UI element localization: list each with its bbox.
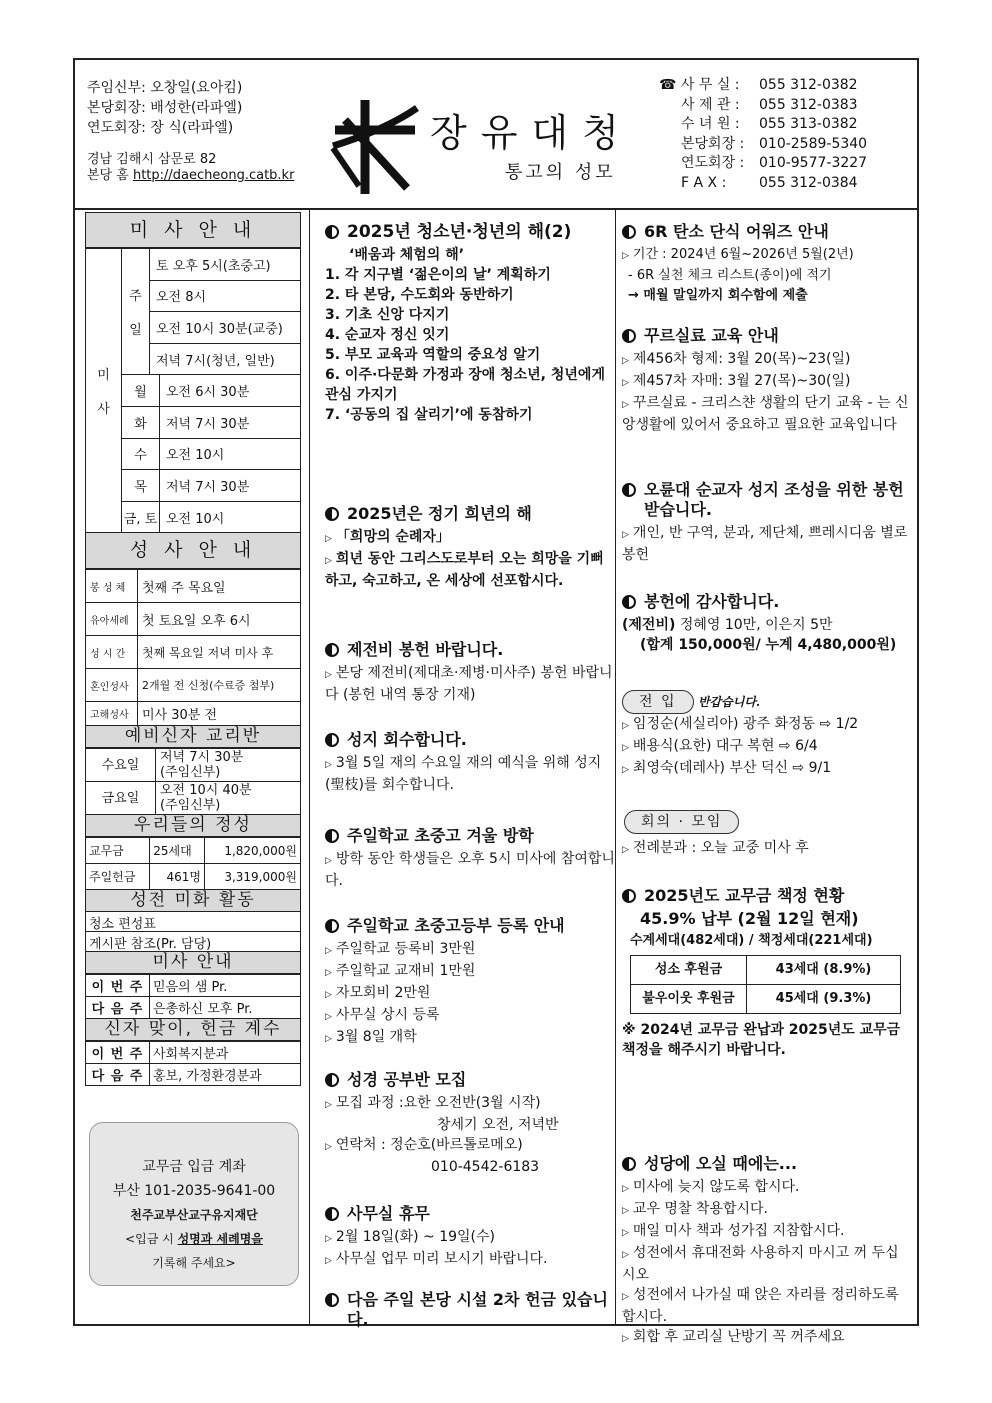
support-value: 45세대 (9.3%) [747, 985, 901, 1014]
header-divider [75, 208, 917, 210]
transfer-in-notice [622, 690, 912, 780]
support-label: 불우이웃 후원금 [631, 985, 747, 1014]
tithe-note: ※ 2024년 교무금 완납과 2025년도 교무금 책정을 해주시기 바랍니다. [622, 1022, 901, 1058]
half-circle-icon [325, 1207, 339, 1221]
sunday-time: 토 오후 5시(초중고) [150, 249, 301, 281]
notice-column-right [622, 222, 912, 1345]
sacrament-heading: 성 사 안 내 [85, 533, 301, 569]
address-block [87, 152, 294, 184]
weekday-time: 저녁 7시 30분 [159, 470, 300, 502]
home-label: 본당 홈 [87, 168, 129, 183]
triangle-icon: ▷ [325, 556, 332, 566]
office-closure-notice: 사무실 휴무 ▷ 2월 18일(화) ~ 19일(수) ▷ 사무실 업무 미리 보시기 바랍니다. [325, 1204, 548, 1267]
weekday-label: 월 [122, 375, 160, 407]
triangle-icon: ▷ [325, 760, 332, 770]
support-value: 43세대 (8.9%) [747, 956, 901, 985]
youth-item: 4. 순교자 정신 잇기 [325, 327, 450, 343]
address: 경남 김해시 삼문로 82 [87, 152, 217, 167]
decor-item: 청소 편성표 [85, 912, 301, 932]
column-divider [615, 210, 616, 1324]
mass-duty-heading: 미사 안내 [85, 952, 301, 974]
etiquette-item: ▷ 매일 미사 책과 성가집 지참합시다. [622, 1223, 845, 1239]
greeting-heading: 신자 맞이, 헌금 계수 [85, 1019, 301, 1041]
bank-title: 교무금 입금 계좌 [142, 1159, 246, 1175]
sunday-label: 주 일 [122, 249, 150, 375]
sacrament-value: 2개월 전 신청(수료증 첨부) [138, 669, 301, 702]
duty-group: 은총하신 모후 Pr. [150, 997, 301, 1019]
duty-group: 사회복지분과 [150, 1042, 301, 1064]
youth-item: 3. 기초 신앙 다지기 [325, 307, 450, 323]
registration-item: ▷ 주일학교 등록비 3만원 [325, 941, 476, 957]
offering-count: 25세대 [150, 838, 205, 864]
half-circle-icon [325, 829, 339, 843]
carbon-fast-notice: 6R 탄소 단식 어워즈 안내 ▷ 기간 : 2024년 6월~2026년 5월(2년) - 6R 실천 체크 리스트(종이)에 적기 → 매월 말일까지 회수함에 제출 [622, 222, 854, 303]
contact-row: 본당회장 : 010-2589-5340 [681, 135, 868, 152]
sacrament-label: 혼인성사 [86, 669, 138, 702]
home-link[interactable]: http://daecheong.catb.kr [132, 168, 295, 183]
duty-group: 믿음의 샘 Pr. [150, 975, 301, 997]
mass-duty-table [85, 974, 301, 1019]
contact-row: 사 제 관 : 055 312-0383 [681, 96, 858, 113]
mass-schedule-heading: 미 사 안 내 [85, 212, 301, 248]
catechumen-heading: 예비신자 교리반 [85, 726, 301, 748]
registration-item: ▷ 자모회비 2만원 [325, 985, 431, 1001]
sacrament-label: 고해성사 [86, 702, 138, 726]
sacrament-label: 유아세례 [86, 603, 138, 636]
half-circle-icon [325, 643, 339, 657]
weekday-label: 수 [122, 438, 160, 470]
etiquette-item: ▷ 성전에서 나가실 때 앉은 자리를 정리하도록 합시다. [622, 1287, 899, 1325]
jubilee-notice: 2025년은 정기 희년의 해 ▷ 「희망의 순례자」 ▷ 희년 동안 그리스도로부터 오는 희망을 기뻐하고, 숙고하고, 온 세상에 선포합시다. [325, 504, 615, 591]
duty-week: 이 번 주 [86, 1042, 150, 1064]
second-collection-notice: 다음 주일 본당 시설 2차 헌금 있습니다. [325, 1290, 615, 1333]
meeting-pill: 회의 · 모임 [624, 810, 739, 834]
meeting-notice: 회의 · 모임 ▷ 전례분과 : 오늘 교중 미사 후 [622, 810, 912, 860]
transfer-item: ▷ 배용식(요한) 대구 복현 ⇨ 6/4 [622, 738, 818, 754]
youth-item: 7. ‘공동의 집 살리기’에 동참하기 [325, 407, 533, 423]
bible-study-notice: 성경 공부반 모집 ▷ 모집 과정 :요한 오전반(3월 시작) 창세기 오전, 저녁반 ▷ 연락처 : 정순호(바르톨로메오) 010-4542-6183 [325, 1070, 559, 1175]
half-circle-icon [325, 1073, 339, 1087]
half-circle-icon [622, 889, 636, 903]
church-etiquette-notice: 성당에 오실 때에는... ▷ 미사에 늦지 않도록 합시다. ▷ 교우 명찰 착용합시다. ▷ 매일 미사 책과 성가집 지참합시다. ▷ 성전에서 휴대전화 사용하지 마시고 꺼 두십시오 ▷ 성전에서 나가실 때 앉은 자리를 정리하도록 합시다. ▷ 회합 후 교리실 난방기 꼭 꺼주세요 [622, 1154, 912, 1349]
offering-heading: 우리들의 정성 [85, 815, 301, 837]
offering-amount: 1,820,000원 [205, 838, 301, 864]
registration-notice: 주일학교 초중고등부 등록 안내 ▷ 주일학교 등록비 3만원 ▷ 주일학교 교재비 1만원 ▷ 자모회비 2만원 ▷ 사무실 상시 등록 ▷ 3월 8일 개학 [325, 916, 615, 1049]
notice-column-middle [325, 222, 615, 1329]
weekday-time: 오전 6시 30분 [159, 375, 300, 407]
half-circle-icon [622, 329, 636, 343]
youth-item: 2. 타 본당, 수도회와 동반하기 [325, 287, 514, 303]
contact-row: ☎ 사 무 실 : 055 312-0382 [659, 77, 858, 93]
sacrament-value: 첫째 목요일 저녁 미사 후 [138, 636, 301, 669]
palm-notice: 성지 회수합니다. ▷ 3월 5일 재의 수요일 재의 예식을 위해 성지(聖枝)를 회수합니다. [325, 730, 602, 793]
half-circle-icon [622, 225, 636, 239]
bank-account-box [89, 1122, 299, 1286]
bulletin-subtitle: 통고의 성모 [505, 162, 616, 183]
altar-offering-notice: 제전비 봉헌 바랍니다. ▷ 본당 제전비(제대초·제병·미사주) 봉헌 바랍니다 (봉헌 내역 통장 기재) [325, 640, 613, 703]
mass-schedule-table [85, 248, 301, 533]
yeondo-chair: 연도회장: 장 식(라파엘) [87, 120, 234, 136]
triangle-icon: ▷ [325, 670, 332, 680]
contact-row: 연도회장 : 010-9577-3227 [681, 155, 868, 172]
weekday-label: 금, 토 [122, 501, 160, 533]
weekday-time: 저녁 7시 30분 [159, 406, 300, 438]
support-label: 성소 후원금 [631, 956, 747, 985]
sacrament-label: 성 시 간 [86, 636, 138, 669]
half-circle-icon [325, 1293, 339, 1307]
weekday-time: 오전 10시 [159, 501, 300, 533]
bulletin-frame [73, 58, 919, 1345]
registration-item: ▷ 주일학교 교재비 1만원 [325, 963, 476, 979]
welcome-text: 반갑습니다. [697, 695, 761, 709]
parish-chair: 본당회장: 배성한(라파엘) [87, 100, 243, 116]
duty-week: 다 음 주 [86, 1064, 150, 1086]
sunday-time: 저녁 7시(청년, 일반) [150, 343, 301, 375]
catechumen-time: 오전 10시 40분 (주임신부) [156, 782, 301, 815]
header-info [87, 78, 294, 184]
duty-week: 이 번 주 [86, 975, 150, 997]
tithe-status-notice: 2025년도 교무금 책정 현황 45.9% 납부 (2월 12일 현재) 수계세대(482세대) / 책정세대(221세대) 성소 후원금 43세대 (8.9%) 불우이웃 후원금 45세대 (9.3%) ※ 2024년 교무금 완납과 2025년도 교무금 책정을 해주시기 바랍니다. [622, 886, 912, 1060]
decor-heading: 성전 미화 활동 [85, 890, 301, 912]
column-divider [309, 210, 310, 1324]
etiquette-item: ▷ 교우 명찰 착용합시다. [622, 1201, 768, 1217]
half-circle-icon [325, 225, 339, 239]
greeting-table [85, 1041, 301, 1086]
youth-item: 1. 각 지구별 ‘젊은이의 날’ 계획하기 [325, 267, 551, 283]
youth-item: 5. 부모 교육과 역할의 중요성 알기 [325, 347, 541, 363]
jubilee-text: ▷ 희년 동안 그리스도로부터 오는 희망을 기뻐하고, 숙고하고, 온 세상에 선포합시다. [325, 551, 604, 589]
catechumen-time: 저녁 7시 30분 (주임신부) [156, 749, 301, 782]
sacrament-value: 미사 30분 전 [138, 702, 301, 726]
contact-row: 수 녀 원 : 055 313-0382 [681, 116, 858, 133]
contact-list [659, 76, 867, 194]
offering-label: 교무금 [86, 838, 150, 864]
registration-item: ▷ 3월 8일 개학 [325, 1029, 417, 1045]
thanks-notice: 봉헌에 감사합니다. (제전비) 정혜영 10만, 이은지 5만 (합계 150,000원/ 누계 4,480,000원) [622, 592, 897, 653]
pastor: 주임신부: 오창일(요아킴) [87, 80, 243, 96]
half-circle-icon [325, 507, 339, 521]
bank-note: 기록해 주세요> [152, 1256, 236, 1270]
sacrament-table [85, 569, 301, 726]
transfer-pill: 전 입 [622, 690, 694, 714]
half-circle-icon [325, 733, 339, 747]
youth-subtitle: ‘배움과 체험의 해’ [349, 247, 465, 263]
transfer-item: ▷ 임정순(세실리아) 광주 화정동 ⇨ 1/2 [622, 716, 859, 732]
offering-table [85, 837, 301, 890]
half-circle-icon [622, 483, 636, 497]
sacrament-label: 봉 성 체 [86, 570, 138, 603]
bank-account: 부산 101-2035-9641-00 [112, 1183, 276, 1199]
bank-holder: 천주교부산교구유지재단 [130, 1208, 258, 1222]
duty-group: 홍보, 가정환경분과 [150, 1064, 301, 1086]
mass-group-label: 미 사 [86, 249, 122, 533]
weekday-label: 화 [122, 406, 160, 438]
oryundae-notice: 오륜대 순교자 성지 조성을 위한 봉헌받습니다. ▷ 개인, 반 구역, 분과, 제단체, 쁘레시디움 별로 봉헌 [622, 480, 908, 563]
half-circle-icon [622, 1157, 636, 1171]
triangle-icon: ▷ [325, 856, 332, 866]
offering-count: 461명 [150, 864, 205, 890]
sacrament-value: 첫째 주 목요일 [138, 570, 301, 603]
bulletin-title: 장유대청 [430, 111, 633, 155]
offering-label: 주일헌금 [86, 864, 150, 890]
catechumen-day: 금요일 [86, 782, 156, 815]
sunday-time: 오전 10시 30분(교중) [150, 312, 301, 344]
contact-row: F A X : 055 312-0384 [681, 174, 858, 191]
registration-item: ▷ 사무실 상시 등록 [325, 1007, 440, 1023]
triangle-icon: ▷ [325, 534, 332, 544]
bank-note: <입금 시 성명과 세례명을 [125, 1232, 263, 1246]
catechumen-table [85, 748, 301, 815]
sunday-time: 오전 8시 [150, 280, 301, 312]
cursillo-notice: 꾸르실료 교육 안내 ▷ 제456차 형제: 3월 20(목)~23(일) ▷ 제457차 자매: 3월 27(목)~30(일) ▷ 꾸르실료 - 크리스챤 생활의 단기 교육 - 는 신앙생활에 있어서 중요하고 필요한 교육입니다 [622, 326, 909, 433]
transfer-item: ▷ 최영숙(데레사) 부산 덕신 ⇨ 9/1 [622, 760, 832, 776]
half-circle-icon [325, 919, 339, 933]
etiquette-item: ▷ 회합 후 교리실 난방기 꼭 꺼주세요 [622, 1329, 845, 1345]
weekday-time: 오전 10시 [159, 438, 300, 470]
catechumen-day: 수요일 [86, 749, 156, 782]
decor-item: 게시판 참조(Pr. 담당) [85, 932, 301, 952]
half-circle-icon [622, 595, 636, 609]
weekday-label: 목 [122, 470, 160, 502]
youth-item: 6. 이주·다문화 가정과 장애 청소년, 청년에게 관심 가지기 [325, 367, 605, 403]
sacrament-value: 첫 토요일 오후 6시 [138, 603, 301, 636]
offering-amount: 3,319,000원 [205, 864, 301, 890]
etiquette-item: ▷ 미사에 늦지 않도록 합시다. [622, 1179, 800, 1195]
duty-week: 다 음 주 [86, 997, 150, 1019]
etiquette-item: ▷ 성전에서 휴대전화 사용하지 마시고 꺼 두십시오 [622, 1245, 899, 1283]
sidebar [85, 212, 301, 1086]
winter-break-notice: 주일학교 초중고 겨울 방학 ▷ 방학 동안 학생들은 오후 5시 미사에 참여합니다. [325, 826, 615, 889]
support-table [630, 955, 901, 1014]
youth-year-notice: 2025년 청소년·청년의 해(2) ‘배움과 체험의 해’ 1. 각 지구별 ‘젊은이의 날’ 계획하기 2. 타 본당, 수도회와 동반하기 3. 기초 신앙 다지기 4. 순교자 정신 잇기 5. 부모 교육과 역할의 중요성 알기 6. 이주·다문화 가정과 장애 청소년, 청년에게 관심 가지기 7. ‘공동의 집 살리기’에 동참하기 [325, 222, 615, 425]
